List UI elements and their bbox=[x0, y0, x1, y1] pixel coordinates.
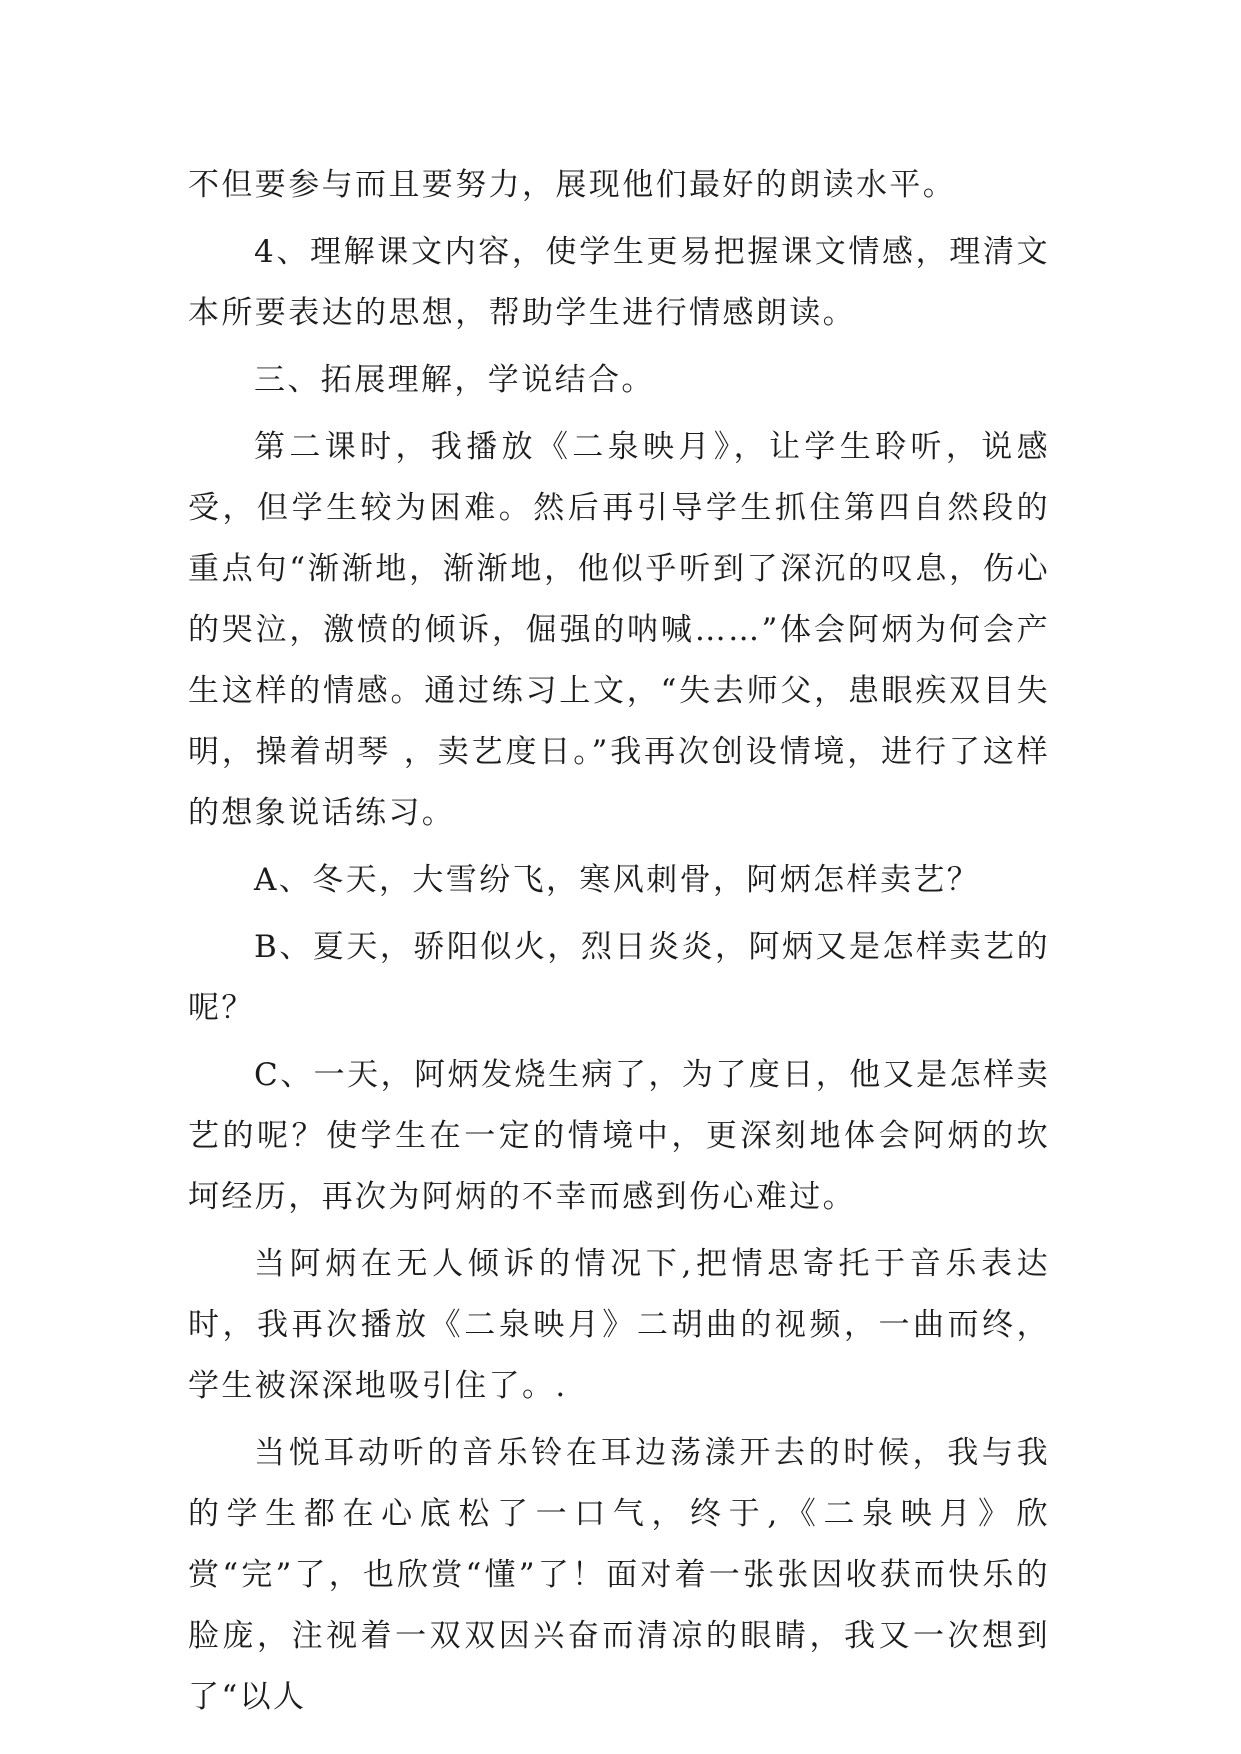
paragraph-2: 4、理解课文内容，使学生更易把握课文情感，理清文本所要表达的思想，帮助学生进行情感朗读。 bbox=[188, 234, 1050, 331]
paragraph-4: 第二课时，我播放《二泉映月》，让学生聆听，说感受，但学生较为困难。然后再引导学生抓住第四自然段的重点句“渐渐地，渐渐地，他似乎听到了深沉的叹息，伤心的哭泣，激愤的倾诉，倔强的呐喊……”体会阿炳为何会产生这样的情感。通过练习上文，“失去师父，患眼疾双目失明，操着胡琴 ，卖艺度日。”我再次创设情境，进行了这样的想象说话练习。 bbox=[188, 429, 1050, 831]
paragraph-7: C、一天，阿炳发烧生病了，为了度日，他又是怎样卖艺的呢？使学生在一定的情境中，更深刻地体会阿炳的坎坷经历，再次为阿炳的不幸而感到伤心难过。 bbox=[188, 1057, 1050, 1215]
paragraph-8: 当阿炳在无人倾诉的情况下,把情思寄托于音乐表达时，我再次播放《二泉映月》二胡曲的视频，一曲而终，学生被深深地吸引住了。. bbox=[188, 1246, 1050, 1404]
paragraph-1: 不但要参与而且要努力，展现他们最好的朗读水平。 bbox=[188, 167, 957, 203]
paragraph-9: 当悦耳动听的音乐铃在耳边荡漾开去的时候，我与我的学生都在心底松了一口气，终于,《二泉映月》欣赏“完”了，也欣赏“懂”了！面对着一张张因收获而快乐的脸庞，注视着一双双因兴奋而清凉的眼睛，我又一次想到了“以人 bbox=[188, 1435, 1050, 1715]
paragraph-5: A、冬天，大雪纷飞，寒风刺骨，阿炳怎样卖艺？ bbox=[254, 862, 981, 898]
paragraph-3: 三、拓展理解，学说结合。 bbox=[254, 362, 655, 398]
paragraph-6: B、夏天，骄阳似火，烈日炎炎，阿炳又是怎样卖艺的呢？ bbox=[188, 929, 1050, 1026]
document-page bbox=[188, 155, 1050, 1734]
